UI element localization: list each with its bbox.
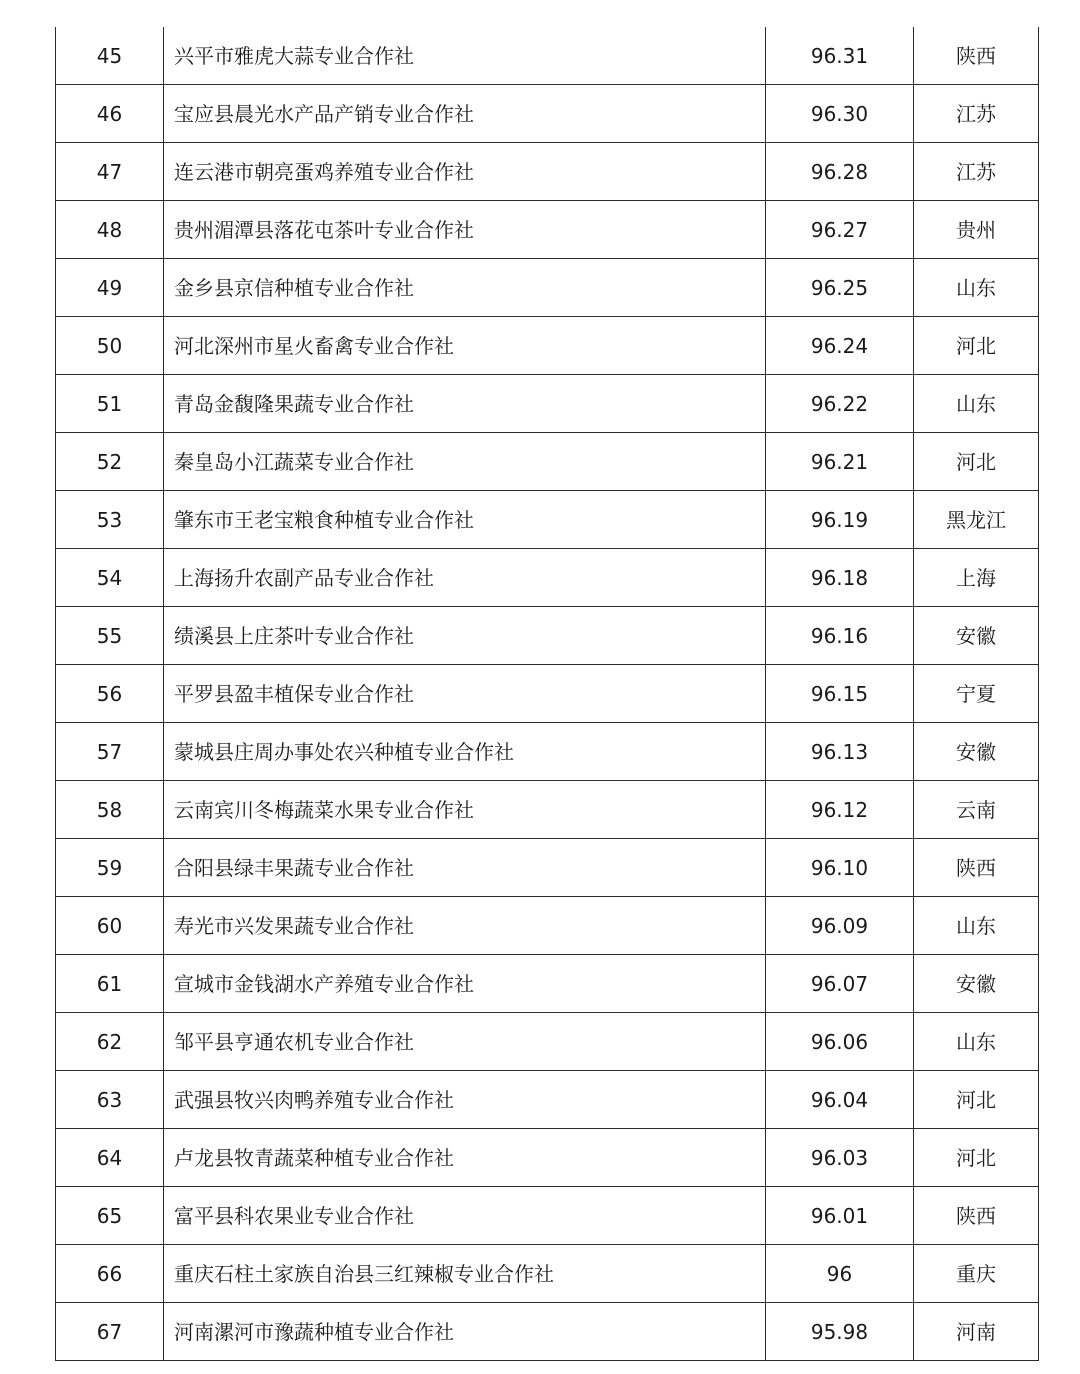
cooperative-name-cell: 秦皇岛小江蔬菜专业合作社 xyxy=(164,433,766,491)
region-cell: 重庆 xyxy=(914,1245,1039,1303)
score-cell: 96.13 xyxy=(766,723,914,781)
rank-cell: 49 xyxy=(56,259,164,317)
cooperative-name-cell: 重庆石柱土家族自治县三红辣椒专业合作社 xyxy=(164,1245,766,1303)
rank-cell: 67 xyxy=(56,1303,164,1361)
rank-cell: 62 xyxy=(56,1013,164,1071)
region-cell: 陕西 xyxy=(914,1187,1039,1245)
cooperative-name-cell: 青岛金馥隆果蔬专业合作社 xyxy=(164,375,766,433)
table-row xyxy=(56,781,1039,839)
cooperative-name-cell: 贵州湄潭县落花屯茶叶专业合作社 xyxy=(164,201,766,259)
region-cell: 河南 xyxy=(914,1303,1039,1361)
region-cell: 上海 xyxy=(914,549,1039,607)
score-cell: 96.12 xyxy=(766,781,914,839)
rank-cell: 52 xyxy=(56,433,164,491)
cooperative-name-cell: 邹平县亨通农机专业合作社 xyxy=(164,1013,766,1071)
score-cell: 96.21 xyxy=(766,433,914,491)
cooperative-name-cell: 河北深州市星火畜禽专业合作社 xyxy=(164,317,766,375)
table-row xyxy=(56,1013,1039,1071)
cooperative-name-cell: 蒙城县庄周办事处农兴种植专业合作社 xyxy=(164,723,766,781)
table-row xyxy=(56,433,1039,491)
region-cell: 安徽 xyxy=(914,607,1039,665)
score-cell: 96.06 xyxy=(766,1013,914,1071)
table-row xyxy=(56,143,1039,201)
region-cell: 河北 xyxy=(914,1071,1039,1129)
region-cell: 云南 xyxy=(914,781,1039,839)
score-cell: 96.28 xyxy=(766,143,914,201)
table-row xyxy=(56,549,1039,607)
score-cell: 96.25 xyxy=(766,259,914,317)
rank-cell: 65 xyxy=(56,1187,164,1245)
table-row xyxy=(56,1187,1039,1245)
ranking-table-body xyxy=(56,27,1039,1361)
cooperative-name-cell: 云南宾川冬梅蔬菜水果专业合作社 xyxy=(164,781,766,839)
table-row xyxy=(56,201,1039,259)
score-cell: 96.03 xyxy=(766,1129,914,1187)
rank-cell: 55 xyxy=(56,607,164,665)
cooperative-name-cell: 兴平市雅虎大蒜专业合作社 xyxy=(164,27,766,85)
ranking-table xyxy=(55,27,1039,1361)
table-row xyxy=(56,1303,1039,1361)
region-cell: 河北 xyxy=(914,317,1039,375)
rank-cell: 61 xyxy=(56,955,164,1013)
rank-cell: 56 xyxy=(56,665,164,723)
table-row xyxy=(56,897,1039,955)
cooperative-name-cell: 河南漯河市豫蔬种植专业合作社 xyxy=(164,1303,766,1361)
score-cell: 96.09 xyxy=(766,897,914,955)
rank-cell: 66 xyxy=(56,1245,164,1303)
rank-cell: 64 xyxy=(56,1129,164,1187)
table-row xyxy=(56,955,1039,1013)
rank-cell: 63 xyxy=(56,1071,164,1129)
region-cell: 安徽 xyxy=(914,723,1039,781)
table-row xyxy=(56,1245,1039,1303)
table-row xyxy=(56,1071,1039,1129)
score-cell: 96.10 xyxy=(766,839,914,897)
table-row xyxy=(56,375,1039,433)
score-cell: 96.01 xyxy=(766,1187,914,1245)
rank-cell: 54 xyxy=(56,549,164,607)
rank-cell: 50 xyxy=(56,317,164,375)
rank-cell: 51 xyxy=(56,375,164,433)
score-cell: 96.04 xyxy=(766,1071,914,1129)
score-cell: 96 xyxy=(766,1245,914,1303)
rank-cell: 53 xyxy=(56,491,164,549)
rank-cell: 47 xyxy=(56,143,164,201)
score-cell: 96.22 xyxy=(766,375,914,433)
table-row xyxy=(56,1129,1039,1187)
cooperative-name-cell: 卢龙县牧青蔬菜种植专业合作社 xyxy=(164,1129,766,1187)
score-cell: 96.24 xyxy=(766,317,914,375)
rank-cell: 45 xyxy=(56,27,164,85)
table-row xyxy=(56,665,1039,723)
score-cell: 96.16 xyxy=(766,607,914,665)
rank-cell: 60 xyxy=(56,897,164,955)
cooperative-name-cell: 富平县科农果业专业合作社 xyxy=(164,1187,766,1245)
rank-cell: 46 xyxy=(56,85,164,143)
table-row xyxy=(56,491,1039,549)
region-cell: 黑龙江 xyxy=(914,491,1039,549)
region-cell: 山东 xyxy=(914,897,1039,955)
region-cell: 陕西 xyxy=(914,839,1039,897)
region-cell: 陕西 xyxy=(914,27,1039,85)
score-cell: 96.19 xyxy=(766,491,914,549)
score-cell: 96.18 xyxy=(766,549,914,607)
rank-cell: 57 xyxy=(56,723,164,781)
cooperative-name-cell: 平罗县盈丰植保专业合作社 xyxy=(164,665,766,723)
region-cell: 河北 xyxy=(914,1129,1039,1187)
table-row xyxy=(56,317,1039,375)
cooperative-name-cell: 寿光市兴发果蔬专业合作社 xyxy=(164,897,766,955)
region-cell: 安徽 xyxy=(914,955,1039,1013)
cooperative-name-cell: 上海扬升农副产品专业合作社 xyxy=(164,549,766,607)
region-cell: 贵州 xyxy=(914,201,1039,259)
score-cell: 96.07 xyxy=(766,955,914,1013)
table-row xyxy=(56,723,1039,781)
cooperative-name-cell: 宣城市金钱湖水产养殖专业合作社 xyxy=(164,955,766,1013)
rank-cell: 58 xyxy=(56,781,164,839)
table-row xyxy=(56,259,1039,317)
score-cell: 96.15 xyxy=(766,665,914,723)
score-cell: 95.98 xyxy=(766,1303,914,1361)
table-row xyxy=(56,27,1039,85)
cooperative-name-cell: 连云港市朝亮蛋鸡养殖专业合作社 xyxy=(164,143,766,201)
region-cell: 河北 xyxy=(914,433,1039,491)
cooperative-name-cell: 肇东市王老宝粮食种植专业合作社 xyxy=(164,491,766,549)
table-row xyxy=(56,607,1039,665)
cooperative-name-cell: 金乡县京信种植专业合作社 xyxy=(164,259,766,317)
score-cell: 96.31 xyxy=(766,27,914,85)
score-cell: 96.30 xyxy=(766,85,914,143)
region-cell: 山东 xyxy=(914,1013,1039,1071)
region-cell: 山东 xyxy=(914,259,1039,317)
table-row xyxy=(56,839,1039,897)
region-cell: 江苏 xyxy=(914,143,1039,201)
region-cell: 江苏 xyxy=(914,85,1039,143)
cooperative-name-cell: 合阳县绿丰果蔬专业合作社 xyxy=(164,839,766,897)
cooperative-name-cell: 绩溪县上庄茶叶专业合作社 xyxy=(164,607,766,665)
rank-cell: 48 xyxy=(56,201,164,259)
region-cell: 宁夏 xyxy=(914,665,1039,723)
cooperative-name-cell: 宝应县晨光水产品产销专业合作社 xyxy=(164,85,766,143)
table-row xyxy=(56,85,1039,143)
score-cell: 96.27 xyxy=(766,201,914,259)
region-cell: 山东 xyxy=(914,375,1039,433)
cooperative-name-cell: 武强县牧兴肉鸭养殖专业合作社 xyxy=(164,1071,766,1129)
rank-cell: 59 xyxy=(56,839,164,897)
